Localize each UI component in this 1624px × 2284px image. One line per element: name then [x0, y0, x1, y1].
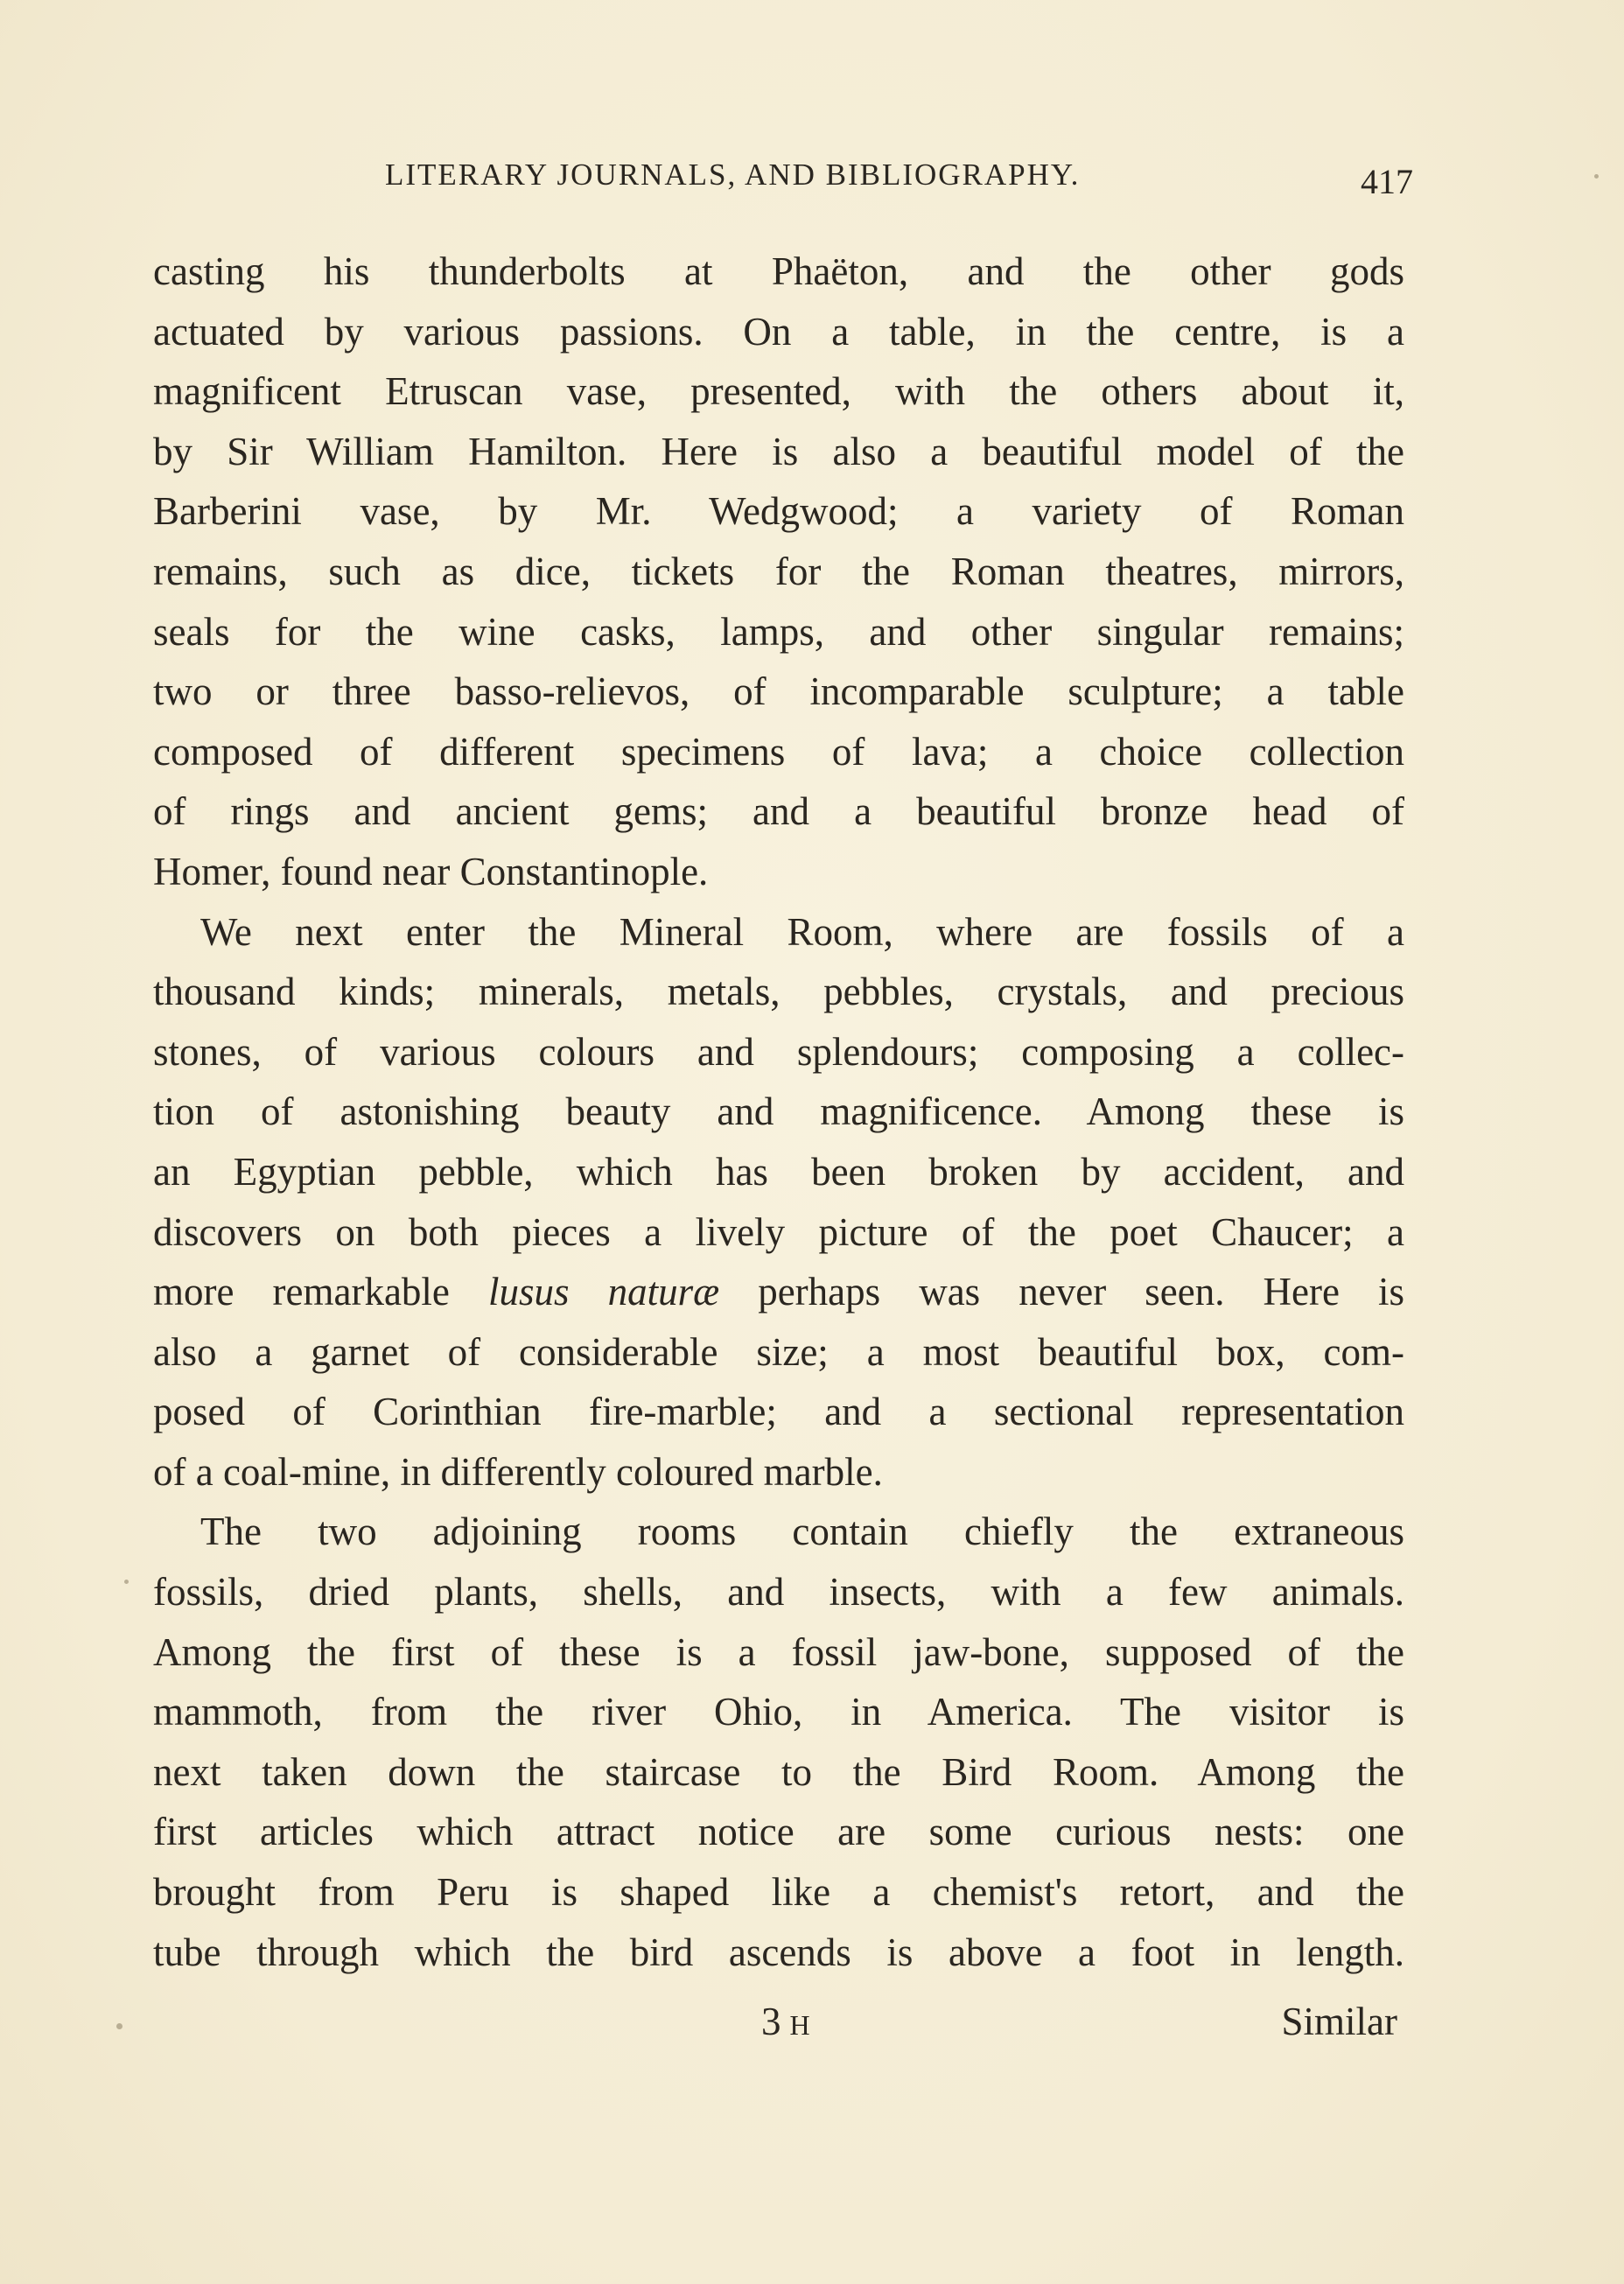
- text-line: two or three basso-relievos, of incomparable sculpture; a table: [153, 669, 1404, 714]
- italic-phrase: lusus naturæ: [487, 1270, 720, 1314]
- body-text: [153, 242, 1404, 1982]
- text-line: mammoth, from the river Ohio, in America. The visitor is: [153, 1690, 1404, 1734]
- text-line: tube through which the bird ascends is above a foot in length.: [153, 1930, 1404, 1974]
- paragraph-start-line: We next enter the Mineral Room, where are fossils of a: [200, 909, 1404, 954]
- text-line: an Egyptian pebble, which has been broken by accident, and: [153, 1149, 1404, 1194]
- text-line: stones, of various colours and splendours; composing a collec-: [153, 1029, 1404, 1074]
- paragraph-end-line: of a coal-mine, in differently coloured marble.: [153, 1449, 883, 1494]
- text-line: actuated by various passions. On a table, in the centre, is a: [153, 309, 1404, 354]
- paragraph-start-line: The two adjoining rooms contain chiefly the extraneous: [200, 1510, 1404, 1554]
- text-line: posed of Corinthian fire-marble; and a sectional representation: [153, 1390, 1404, 1434]
- paper-speck: [124, 1580, 129, 1584]
- text-line: casting his thunderbolts at Phaëton, and the other gods: [153, 249, 1404, 293]
- text-line: also a garnet of considerable size; a most beautiful box, com-: [153, 1329, 1404, 1374]
- text-line-with-italic: [153, 1262, 1404, 1322]
- text-line: Among the first of these is a fossil jaw-bone, supposed of the: [153, 1629, 1404, 1674]
- paper-speck: [116, 2023, 122, 2029]
- signature-letter: H: [789, 2009, 811, 2041]
- paper-speck: [1594, 174, 1599, 179]
- text-line: discovers on both pieces a lively picture of the poet Chaucer; a: [153, 1209, 1404, 1254]
- running-title: LITERARY JOURNALS, AND BIBLIOGRAPHY.: [385, 158, 1081, 192]
- text-line: next taken down the staircase to the Bird Room. Among the: [153, 1749, 1404, 1794]
- signature-mark: [761, 1992, 811, 2055]
- text-line: remains, such as dice, tickets for the Roman theatres, mirrors,: [153, 549, 1404, 593]
- signature-number: 3: [761, 2000, 781, 2043]
- text-line: composed of different specimens of lava; a choice collection: [153, 729, 1404, 774]
- text-line: brought from Peru is shaped like a chemist's retort, and the: [153, 1870, 1404, 1915]
- text-line: Barberini vase, by Mr. Wedgwood; a variety of Roman: [153, 489, 1404, 534]
- paragraph-end-line: Homer, found near Constantinople.: [153, 849, 709, 893]
- text-line: by Sir William Hamilton. Here is also a beautiful model of the: [153, 429, 1404, 473]
- running-head: [153, 158, 1413, 210]
- page-number: 417: [1361, 162, 1413, 201]
- text-line: seals for the wine casks, lamps, and other singular remains;: [153, 609, 1404, 654]
- text-line: magnificent Etruscan vase, presented, with the others about it,: [153, 369, 1404, 414]
- text-line: first articles which attract notice are some curious nests: one: [153, 1810, 1404, 1854]
- catchword: Similar: [1281, 2000, 1397, 2043]
- text-segment: perhaps was never seen. Here is: [758, 1270, 1405, 1314]
- text-line: thousand kinds; minerals, metals, pebbles, crystals, and precious: [153, 970, 1404, 1014]
- text-segment: more remarkable: [153, 1270, 450, 1314]
- text-line: tion of astonishing beauty and magnificence. Among these is: [153, 1089, 1404, 1134]
- page-footer: [153, 1992, 1404, 2051]
- text-line: fossils, dried plants, shells, and insects, with a few animals.: [153, 1570, 1404, 1615]
- text-line: of rings and ancient gems; and a beautiful bronze head of: [153, 789, 1404, 834]
